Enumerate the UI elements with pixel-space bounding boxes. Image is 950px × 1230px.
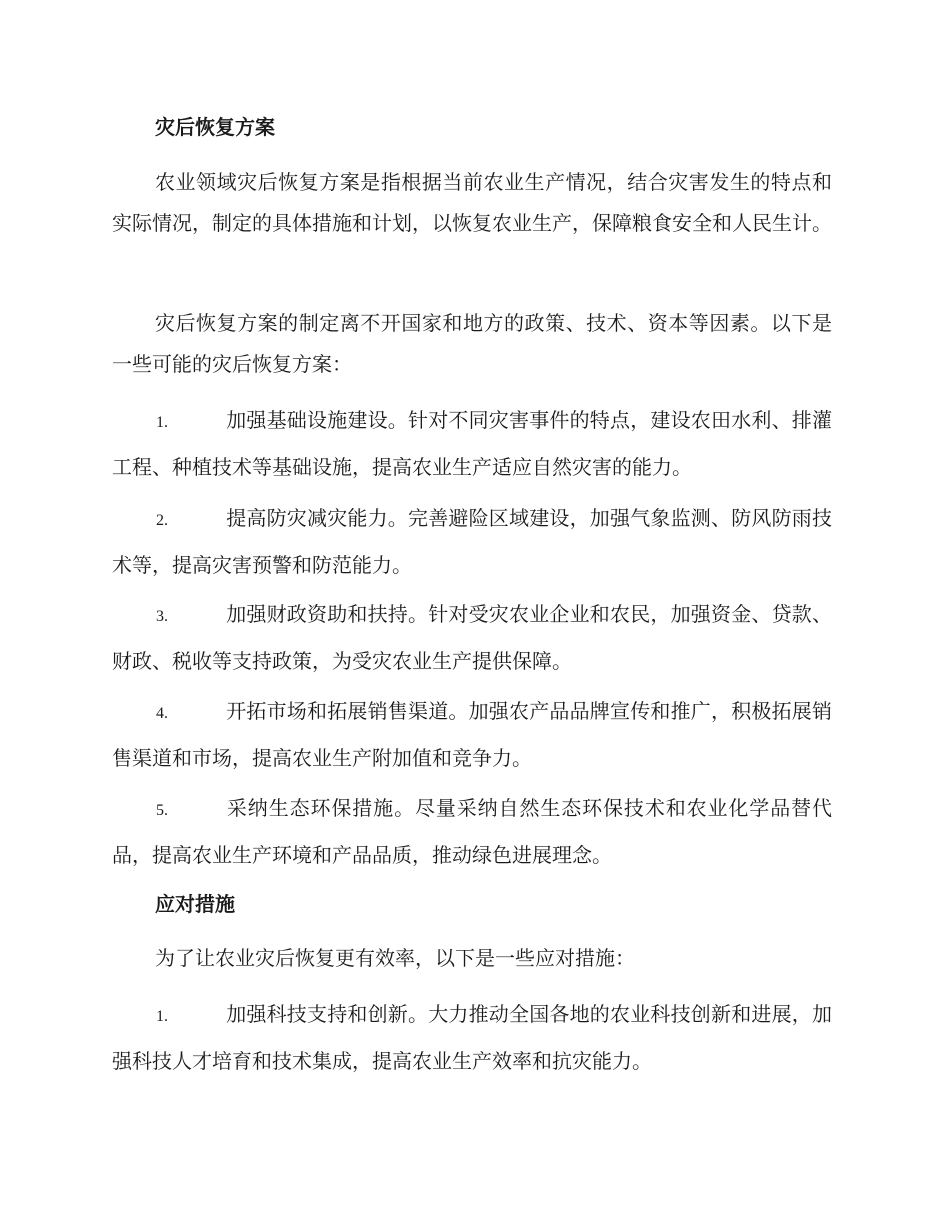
list-item bbox=[112, 496, 832, 587]
section-heading-response-measures: 应对措施 bbox=[155, 892, 235, 916]
list-item-number: 3. bbox=[156, 608, 168, 625]
list-item-number: 1. bbox=[156, 414, 168, 431]
list-item-number: 4. bbox=[156, 705, 168, 722]
list-item-text: 开拓市场和拓展销售渠道。加强农产品品牌宣传和推广，积极拓展销售渠道和市场，提高农业生产附加值和竞争力。 bbox=[112, 699, 832, 770]
list-item-text: 加强财政资助和扶持。针对受灾农业企业和农民，加强资金、贷款、财政、税收等支持政策，为受灾农业生产提供保障。 bbox=[112, 602, 832, 673]
paragraph-measures-intro: 为了让农业灾后恢复更有效率，以下是一些应对措施： bbox=[155, 946, 635, 970]
list-item bbox=[112, 398, 832, 489]
list-item bbox=[112, 786, 832, 877]
list-item-text: 采纳生态环保措施。尽量采纳自然生态环保技术和农业化学品替代品，提高农业生产环境和产品品质，推动绿色进展理念。 bbox=[112, 796, 832, 867]
list-item-number: 5. bbox=[156, 802, 168, 819]
list-item-text: 提高防灾减灾能力。完善避险区域建设，加强气象监测、防风防雨技术等，提高灾害预警和防范能力。 bbox=[112, 506, 832, 577]
list-item-text: 加强科技支持和创新。大力推动全国各地的农业科技创新和进展，加强科技人才培育和技术集成，提高农业生产效率和抗灾能力。 bbox=[112, 1002, 832, 1073]
list-item bbox=[112, 689, 832, 780]
list-item bbox=[112, 592, 832, 683]
paragraph-intro-factors: 灾后恢复方案的制定离不开国家和地方的政策、技术、资本等因素。以下是一些可能的灾后恢复方案： bbox=[112, 311, 832, 376]
list-item bbox=[112, 992, 832, 1083]
list-item-number: 2. bbox=[156, 512, 168, 529]
list-item-number: 1. bbox=[156, 1008, 168, 1025]
list-item-text: 加强基础设施建设。针对不同灾害事件的特点，建设农田水利、排灌工程、种植技术等基础设施，提高农业生产适应自然灾害的能力。 bbox=[112, 408, 832, 479]
paragraph-intro-definition: 农业领域灾后恢复方案是指根据当前农业生产情况，结合灾害发生的特点和实际情况，制定的具体措施和计划，以恢复农业生产，保障粮食安全和人民生计。 bbox=[112, 170, 832, 235]
section-heading-recovery-plan: 灾后恢复方案 bbox=[155, 115, 275, 139]
